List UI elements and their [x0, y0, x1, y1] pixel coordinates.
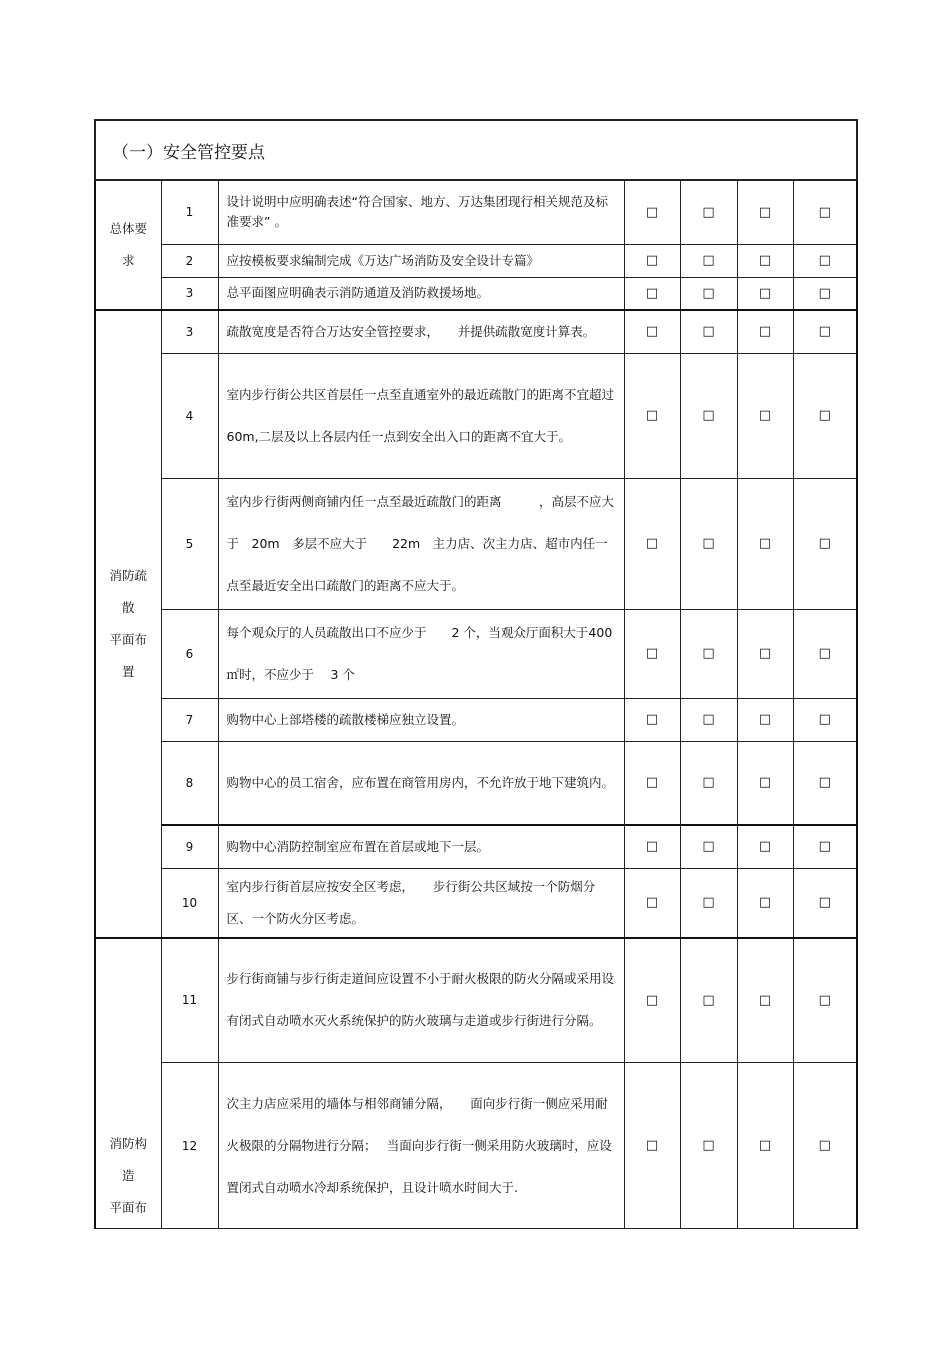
table-row — [95, 825, 857, 868]
checkbox[interactable]: □ — [793, 698, 857, 741]
checklist-sheet — [94, 119, 856, 1229]
row-number: 3 — [161, 277, 218, 310]
checkbox[interactable]: □ — [680, 244, 737, 277]
checkbox[interactable]: □ — [624, 353, 680, 478]
row-text: 次主力店应采用的墙体与相邻商铺分隔， 面向步行街一侧应采用耐火极限的分隔物进行分隔； 当面向步行街一侧采用防火玻璃时，应设置闭式自动喷水冷却系统保护，且设计喷水时间大于. — [218, 1063, 624, 1229]
checkbox[interactable]: □ — [737, 609, 793, 698]
row-number: 8 — [161, 741, 218, 825]
checkbox[interactable]: □ — [624, 938, 680, 1063]
checkbox[interactable]: □ — [680, 938, 737, 1063]
checkbox[interactable]: □ — [793, 741, 857, 825]
checklist-table — [94, 119, 858, 1229]
table-row — [95, 180, 857, 244]
checkbox[interactable]: □ — [793, 868, 857, 938]
row-text: 室内步行街公共区首层任一点至直通室外的最近疏散门的距离不宜超过 60m,二层及以上各层内任一点到安全出入口的距离不宜大于。 — [218, 353, 624, 478]
group-label-general — [95, 180, 161, 310]
checkbox[interactable]: □ — [624, 825, 680, 868]
group-label-text: 消防疏 散 平面布 置 — [109, 567, 147, 679]
checkbox[interactable]: □ — [680, 868, 737, 938]
checkbox[interactable]: □ — [624, 277, 680, 310]
row-number: 12 — [161, 1063, 218, 1229]
checkbox[interactable]: □ — [624, 698, 680, 741]
group-label-text: 总体要 求 — [109, 221, 147, 268]
checkbox[interactable]: □ — [737, 825, 793, 868]
checkbox[interactable]: □ — [680, 277, 737, 310]
checkbox[interactable]: □ — [793, 825, 857, 868]
checkbox[interactable]: □ — [793, 478, 857, 609]
checkbox[interactable]: □ — [793, 310, 857, 353]
row-text: 总平面图应明确表示消防通道及消防救援场地。 — [218, 277, 624, 310]
checkbox[interactable]: □ — [737, 353, 793, 478]
checkbox[interactable]: □ — [624, 609, 680, 698]
checkbox[interactable]: □ — [793, 938, 857, 1063]
row-number: 6 — [161, 609, 218, 698]
row-number: 7 — [161, 698, 218, 741]
checkbox[interactable]: □ — [793, 609, 857, 698]
title-row — [95, 120, 857, 180]
row-number: 5 — [161, 478, 218, 609]
table-row — [95, 244, 857, 277]
checkbox[interactable]: □ — [737, 244, 793, 277]
group-label-construction — [95, 938, 161, 1229]
checkbox[interactable]: □ — [624, 180, 680, 244]
row-text: 步行街商铺与步行街走道间应设置不小于耐火极限的防火分隔或采用设有闭式自动喷水灭火系统保护的防火玻璃与走道或步行街进行分隔。 — [218, 938, 624, 1063]
row-number: 11 — [161, 938, 218, 1063]
row-text: 每个观众厅的人员疏散出口不应少于 2 个，当观众厅面积大于400 ㎡时，不应少于 3 个 — [218, 609, 624, 698]
table-row — [95, 353, 857, 478]
row-text: 应按模板要求编制完成《万达广场消防及安全设计专篇》 — [218, 244, 624, 277]
row-text: 购物中心消防控制室应布置在首层或地下一层。 — [218, 825, 624, 868]
checkbox[interactable]: □ — [737, 1063, 793, 1229]
checkbox[interactable]: □ — [680, 478, 737, 609]
checkbox[interactable]: □ — [624, 741, 680, 825]
table-row — [95, 698, 857, 741]
checkbox[interactable]: □ — [680, 1063, 737, 1229]
table-row — [95, 741, 857, 825]
table-row — [95, 277, 857, 310]
table-row — [95, 868, 857, 938]
table-row — [95, 310, 857, 353]
checkbox[interactable]: □ — [793, 180, 857, 244]
row-number: 4 — [161, 353, 218, 478]
checkbox[interactable]: □ — [624, 1063, 680, 1229]
row-text: 室内步行街首层应按安全区考虑， 步行街公共区域按一个防烟分区、一个防火分区考虑。 — [218, 868, 624, 938]
checkbox[interactable]: □ — [737, 868, 793, 938]
checkbox[interactable]: □ — [680, 825, 737, 868]
checkbox[interactable]: □ — [624, 244, 680, 277]
checkbox[interactable]: □ — [737, 277, 793, 310]
checkbox[interactable]: □ — [680, 698, 737, 741]
row-text: 疏散宽度是否符合万达安全管控要求， 并提供疏散宽度计算表。 — [218, 310, 624, 353]
table-row — [95, 938, 857, 1063]
checkbox[interactable]: □ — [624, 310, 680, 353]
checkbox[interactable]: □ — [680, 741, 737, 825]
row-number: 9 — [161, 825, 218, 868]
row-text: 购物中心上部塔楼的疏散楼梯应独立设置。 — [218, 698, 624, 741]
row-text: 购物中心的员工宿舍，应布置在商管用房内，不允许放于地下建筑内。 — [218, 741, 624, 825]
group-label-text: 消防构 造 平面布 — [109, 1136, 147, 1215]
row-number: 2 — [161, 244, 218, 277]
table-row — [95, 609, 857, 698]
group-label-evacuation — [95, 310, 161, 938]
row-number: 10 — [161, 868, 218, 938]
checkbox[interactable]: □ — [624, 478, 680, 609]
row-text: 室内步行街两侧商铺内任一点至最近疏散门的距离 ，高层不应大于 20m 多层不应大于 22m 主力店、次主力店、超市内任一点至最近安全出口疏散门的距离不应大于。 — [218, 478, 624, 609]
checkbox[interactable]: □ — [680, 353, 737, 478]
row-number: 1 — [161, 180, 218, 244]
table-row — [95, 1063, 857, 1229]
section-title: （一）安全管控要点 — [95, 120, 857, 180]
checkbox[interactable]: □ — [624, 868, 680, 938]
checkbox[interactable]: □ — [680, 180, 737, 244]
checkbox[interactable]: □ — [680, 609, 737, 698]
checkbox[interactable]: □ — [680, 310, 737, 353]
checkbox[interactable]: □ — [737, 310, 793, 353]
row-text: 设计说明中应明确表述“符合国家、地方、万达集团现行相关规范及标准要求” 。 — [218, 180, 624, 244]
checkbox[interactable]: □ — [737, 938, 793, 1063]
checkbox[interactable]: □ — [737, 478, 793, 609]
checkbox[interactable]: □ — [737, 698, 793, 741]
table-row — [95, 478, 857, 609]
checkbox[interactable]: □ — [793, 353, 857, 478]
checkbox[interactable]: □ — [793, 1063, 857, 1229]
checkbox[interactable]: □ — [737, 741, 793, 825]
row-number: 3 — [161, 310, 218, 353]
checkbox[interactable]: □ — [793, 277, 857, 310]
checkbox[interactable]: □ — [793, 244, 857, 277]
checkbox[interactable]: □ — [737, 180, 793, 244]
